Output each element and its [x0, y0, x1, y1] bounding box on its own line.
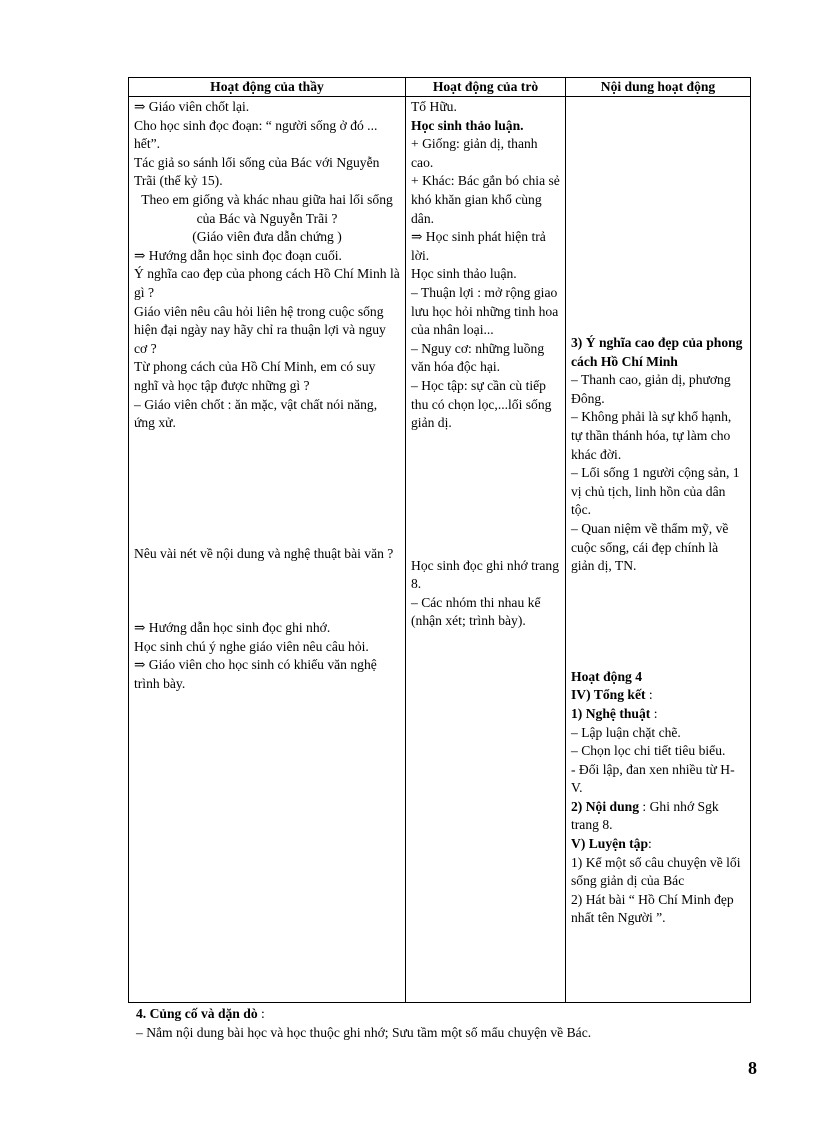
section3-item: – Không phải là sự khổ hạnh, tự thần thánh hóa, tự làm cho khác đời.	[571, 409, 732, 462]
activity4-title: Hoạt động 4	[571, 668, 643, 684]
student-line: – Học tập: sự cần cù tiếp thu có chọn lọc,...lối sống giản dị.	[411, 377, 552, 431]
footer-heading: 4. Củng cố và dặn dò	[136, 1006, 258, 1021]
teacher-line: Tác giả so sánh lối sống của Bác với Nguyễn Trãi (thế kỷ 15).	[134, 154, 380, 189]
header-student: Hoạt động của trò	[406, 78, 566, 97]
teacher-line: (Giáo viên đưa dẫn chứng )	[192, 229, 342, 245]
table-row	[129, 97, 751, 1003]
art-item: – Chọn lọc chi tiết tiêu biểu.	[571, 743, 726, 759]
art-item: – Lập luận chặt chẽ.	[571, 724, 681, 740]
student-line: ⇒ Học sinh phát hiện trả lời.	[411, 229, 546, 263]
content-label: 2) Nội dung	[571, 798, 639, 814]
header-content: Nội dung hoạt động	[566, 78, 751, 97]
teacher-line: Cho học sinh đọc đoạn: “ người sống ở đó ... hết”.	[134, 117, 378, 152]
footer-section	[136, 1005, 756, 1042]
student-line: + Khác: Bác gắn bó chia sẻ khó khăn gian khổ cùng dân.	[411, 173, 560, 226]
footer-heading-suffix: :	[257, 1006, 265, 1021]
student-line: Học sinh thảo luận.	[411, 117, 524, 133]
art-item: - Đối lập, đan xen nhiều từ H-V.	[571, 761, 735, 796]
table-header-row	[129, 78, 751, 97]
summary-title: IV) Tổng kết	[571, 687, 646, 703]
student-line: Tố Hữu.	[411, 99, 457, 114]
content-text: : Ghi nhớ Sgk trang 8.	[571, 798, 719, 833]
student-line: + Giống: giản dị, thanh cao.	[411, 136, 538, 170]
teacher-line: Nêu vài nét về nội dung và nghệ thuật bài văn ?	[134, 545, 394, 561]
header-teacher: Hoạt động của thầy	[129, 78, 406, 97]
teacher-line: ⇒ Giáo viên cho học sinh có khiếu văn nghệ trình bày.	[134, 657, 377, 692]
teacher-line: ⇒ Giáo viên chốt lại.	[134, 99, 250, 114]
practice-title: V) Luyện tập	[571, 836, 649, 852]
teacher-line: Ý nghĩa cao đẹp của phong cách Hồ Chí Minh là gì ?	[134, 266, 400, 300]
section3-title: 3) Ý nghĩa cao đẹp của phong cách Hồ Chí Minh	[571, 335, 743, 369]
student-cell	[406, 97, 566, 1003]
student-line: – Các nhóm thi nhau kể (nhận xét; trình bày).	[411, 594, 541, 629]
teacher-line: Theo em giống và khác nhau giữa hai lối sống của Bác và Nguyễn Trãi ?	[141, 191, 393, 226]
student-line: Học sinh thảo luận.	[411, 266, 517, 282]
teacher-line: Giáo viên nêu câu hỏi liên hệ trong cuộc sống hiện đại ngày nay hãy chỉ ra thuận lợi và nguy cơ ?	[134, 303, 386, 356]
lesson-table	[128, 77, 751, 1003]
teacher-line: ⇒ Hướng dẫn học sinh đọc đoạn cuối.	[134, 247, 342, 263]
student-line: Học sinh đọc ghi nhớ trang 8.	[411, 557, 560, 592]
teacher-line: Học sinh chú ý nghe giáo viên nêu câu hỏi.	[134, 638, 369, 654]
footer-text: – Nắm nội dung bài học và học thuộc ghi nhớ; Sưu tầm một số mẩu chuyện về Bác.	[136, 1024, 592, 1040]
student-line: – Nguy cơ: những luồng văn hóa độc hại.	[411, 340, 545, 375]
practice-item: 1) Kể một số câu chuyện về lối sống giản dị của Bác	[571, 854, 741, 889]
content-cell: 3) Ý nghĩa cao đẹp của phong cách Hồ Chí Minh – Thanh cao, giản dị, phương Đông. – Không phải là sự khổ hạnh, tự thần thánh hóa, tự làm cho khác đời. – Lối sống 1 người cộng sản, 1 vị chủ tịch, linh hồn của dân tộc. – Quan niệm về thẩm mỹ, về cuộc sống, cái đẹp chính là giản dị, TN. Hoạt động 4 IV) Tổng kết : 1) Nghệ thuật : – Lập luận chặt chẽ. – Chọn lọc chi tiết tiêu biểu. - Đối lập, đan xen nhiều từ H-V. 2) Nội dung : Ghi nhớ Sgk trang 8. V) Luyện tập: 1) Kể một số câu chuyện về lối sống giản dị của Bác 2) Hát bài “ Hồ Chí Minh đẹp nhất tên Người ”.	[566, 97, 751, 1003]
practice-item: 2) Hát bài “ Hồ Chí Minh đẹp nhất tên Người ”.	[571, 891, 734, 926]
page-number: 8	[748, 1058, 757, 1078]
section3-item: – Thanh cao, giản dị, phương Đông.	[571, 372, 731, 406]
student-line: – Thuận lợi : mở rộng giao lưu học hỏi những tinh hoa của nhân loại...	[411, 284, 559, 338]
teacher-line: Từ phong cách của Hồ Chí Minh, em có suy nghĩ và học tập được những gì ?	[134, 359, 376, 393]
section3-item: – Quan niệm về thẩm mỹ, về cuộc sống, cái đẹp chính là giản dị, TN.	[571, 520, 729, 574]
section3-item: – Lối sống 1 người cộng sản, 1 vị chủ tịch, linh hồn của dân tộc.	[571, 465, 740, 518]
teacher-line: – Giáo viên chốt : ăn mặc, vật chất nói năng, ứng xử.	[134, 396, 378, 431]
teacher-cell	[129, 97, 406, 1003]
art-title: 1) Nghệ thuật	[571, 705, 651, 721]
teacher-line: ⇒ Hướng dẫn học sinh đọc ghi nhớ.	[134, 620, 331, 636]
